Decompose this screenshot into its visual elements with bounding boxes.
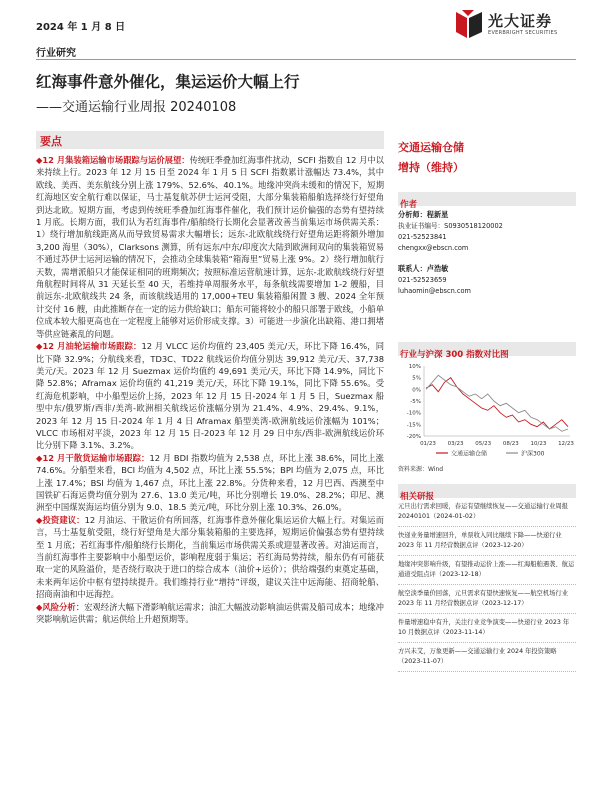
paragraph-heading: ◆12 月油轮运输市场跟踪： (36, 341, 142, 352)
paragraph (36, 154, 384, 340)
x-tick-label: 03/23 (447, 441, 464, 447)
author-info: 执业证书编号：S0930518120002 (398, 222, 503, 230)
x-tick-label: 08/23 (502, 441, 519, 447)
y-tick-label: 0% (412, 387, 421, 394)
industry-rating (398, 138, 576, 178)
paragraph-text: 12 月 BDI 指数均值为 2,538 点，环比上涨 38.6%，同比上涨 74.6%。分船型来看，BCI 均值为 4,502 点，环比上涨 55.5%；BPI 均值为 2,075 点，环比上涨 17.4%；BSI 均值为 1,467 点，环比上涨 22.8%。分货种来看，12 月巴西、西澳至中国铁矿石海运费均值分别为 27.6、13.0 美元/吨，环比分别增长 19.0%、28.2%；印尼、澳洲至中国煤炭海运均值分别为 9.0、18.5 美元/吨，环比分别上涨 10.3%、26.0%。 (36, 452, 384, 513)
legend-label: 沪深300 (521, 450, 545, 458)
header-divider (36, 59, 576, 60)
paragraph-heading: ◆12 月集装箱运输市场跟踪与运价展望： (36, 155, 190, 165)
y-tick-label: -15% (406, 422, 421, 429)
x-tick-label: 12/23 (558, 441, 574, 447)
paragraph-text: 传统旺季叠加红海事件扰动，SCFI 指数自 12 月中以来持续上行。2023 年 12 月 15 日至 2024 年 1 月 5 日 SCFI 指数累计涨幅达 73.4%，其中欧线、美西、美东航线分别上涨 179%、52.6%、40.1%。地缘冲突尚未缓和的情况下，短期红海地区安全航行难以保证，马士基复航苏伊士运河受阻，大部分集装箱船舶选择绕行好望角到达北欧。短期方面，考虑到传统旺季叠加红海事件催化，我们预计运价偏强的态势有望持续 1 月底。长期方面，我们认为若红海事件/船舶绕行长期化会显著改善当前集运市场供需关系：1）绕行增加航线距离从而导致贸易需求大幅增长；远东-北欧航线绕行好望角运距将额外增加 3,200 海里（30%），Clarksons 测算，所有远东/中东/印度次大陆到欧洲间双向的集装箱贸易不通过苏伊士运河运输的情况下，会推动全球集装箱“箱海里”贸易上涨 9%。2）绕行增加航行天数，需增派船只才能保证相同的班期频次；按照标准运营航速计算，远东-北欧航线绕行好望角航程时间将从 31 天延长至 40 天，若维持单周服务水平，每条航线需要增加 1-2 艘船，目前远东-北欧航线共 24 条，而该航线适用的 17,000+TEU 集装箱船闲置 3 艘、2024 全年预计交付 16 艘，由此推断存在一定的运力供给缺口；船东可能将较小的船只部署于欧线，小船单位成本较大船更高也在一定程度上能够对运价形成支撑。3）可能进一步演化出缺箱、港口拥堵等供应链紊乱的问题。 (36, 155, 384, 339)
page-title: 红海事件意外催化，集运运价大幅上行 (36, 73, 300, 91)
industry-name: 交通运输仓储 (398, 141, 464, 154)
y-tick-label: 5% (412, 375, 421, 382)
document-type: 行业研究 (36, 48, 76, 59)
y-tick-label: 10% (408, 364, 421, 370)
related-report-link[interactable]: 元旦出行需求回暖，春运有望继续恢复——交通运输行业周报 20240101（2024-01-02） (398, 498, 576, 527)
x-tick-label: 05/23 (475, 441, 492, 447)
author-info: chengxx@ebscn.com (398, 244, 469, 252)
paragraph-heading: ◆12 月干散货运输市场跟踪： (36, 452, 150, 463)
related-report-link[interactable]: 快递业务量增速回升，单票收入同比继续下降——快递行业 2023 年 11 月经营数据点评（2023-12-20） (398, 527, 576, 556)
logo-mark-icon (454, 8, 484, 40)
paragraph (36, 340, 384, 452)
series-line-1 (426, 375, 568, 431)
authors-section-header (398, 192, 576, 210)
contact-role: 联系人： (398, 264, 427, 273)
y-tick-label: -5% (410, 399, 421, 405)
author-role: 分析师： (398, 210, 427, 219)
paragraph (36, 601, 384, 626)
paragraph-heading: ◆风险分析： (36, 601, 85, 612)
author-block (398, 209, 576, 297)
chart-legend (398, 448, 576, 458)
paragraph-text: 12 月 VLCC 运价均值约 23,405 美元/天，环比下降 16.4%，同比下降 32.9%；分航线来看，TD3C、TD22 航线运价均值分别达 39,912 美元/天、37,738 美元/天。2023 年 12 月 Suezmax 运价均值约 49,691 美元/天，环比下降 14.9%，同比下降 52.8%；Aframax 运价均值约 41,219 美元/天，环比下降 19.1%，同比下降 55.6%。受红海危机影响，中小船型运价上扬，2023 年 12 月 15 日-2024 年 1 月 5 日，Suezmax 船型中东/俄罗斯/西非/美湾-欧洲相关航线运价涨幅分别为 21.4%、4.9%、29.4%、9.1%，2023 年 12 月 15 日-2024 年 1 月 4 日 Aframax 船型美湾-欧洲航线运价涨幅为 101%；VLCC 市场相对平淡，2023 年 12 月 15 日-2023 年 12 月 29 日中东/西非-欧洲航线运价环比分别下降 3.1%、3.2%。 (36, 341, 384, 451)
page-subtitle: ——交通运输行业周报 20240108 (36, 100, 237, 115)
logo-subtext: EVERBRIGHT SECURITIES (488, 30, 558, 36)
key-points-label: 要点 (40, 135, 62, 148)
report-date: 2024 年 1 月 8 日 (36, 22, 126, 33)
legend-label: 交通运输仓储 (451, 450, 488, 458)
chart-source: 资料来源：Wind (398, 466, 444, 473)
related-reports (398, 484, 576, 672)
paragraph (36, 514, 384, 601)
y-tick-label: -20% (406, 434, 421, 440)
paragraph-text: 宏观经济大幅下滑影响航运需求；油汇大幅波动影响油运供需及船司成本；地缘冲突影响航运供需；航运供给上升超预期等。 (36, 601, 384, 625)
main-body (36, 154, 384, 625)
chart-section-label: 行业与沪深 300 指数对比图 (400, 350, 509, 360)
related-reports-header (398, 484, 576, 502)
y-tick-label: -10% (406, 410, 421, 417)
contact-info: luhaomin@ebscn.com (398, 287, 471, 295)
author-info: 021-52523841 (398, 233, 447, 241)
x-tick-label: 10/23 (530, 441, 547, 447)
contact-info: 021-52523659 (398, 276, 447, 284)
paragraph (36, 452, 384, 514)
related-report-link[interactable]: 地缘冲突影响升级，有望推动运价上涨——红海船舶遇袭、航运通道受阻点评（2023-12-18） (398, 556, 576, 585)
logo-text: 光大证券 (488, 12, 553, 30)
chart-section-header (398, 342, 576, 360)
index-comparison-chart (398, 360, 576, 450)
related-report-link[interactable]: 件量增速稳中有升，关注行业竞争演变——快递行业 2023 年 10 月数据点评（2023-11-14） (398, 614, 576, 643)
authors-label: 作者 (400, 200, 418, 210)
x-tick-label: 01/23 (420, 441, 436, 447)
rating-value: 增持（维持） (398, 161, 464, 174)
contact-name: 卢浩敏 (426, 264, 449, 273)
related-reports-label: 相关研报 (400, 492, 435, 502)
company-logo (454, 8, 574, 44)
related-report-link[interactable]: 方兴未艾，万象更新——交通运输行业 2024 年投资策略（2023-11-07） (398, 643, 576, 672)
paragraph-text: 12 月油运、干散运价有所回落，红海事件意外催化集运运价大幅上行。对集运而言，马士基复航受阻，绕行好望角是大部分集装箱船的主要选择，短期运价偏强态势有望持续至 1 月底；若红海事件/船舶绕行长期化，当前集运市场供需关系或迎显著改善。对油运而言，当前红海事件主要影响中小船型运价，影响程度弱于集运；若红海局势持续，船东仍有可能获取一定的风险溢价，是否绕行取决于进口的综合成本（油价+运价）；供给端强约束奠定基础，未来两年运价中枢有望持续提升。我们维持行业“增持”评级，建议关注中远海能、招商轮船、招商南油和中远海控。 (36, 514, 384, 600)
author-name: 程新星 (426, 210, 449, 219)
related-report-link[interactable]: 航空淡季量价回落，元旦需求有望快速恢复——航空机场行业 2023 年 11 月经营数据点评（2023-12-17） (398, 585, 576, 614)
paragraph-heading: ◆投资建议： (36, 514, 85, 525)
key-points-header (36, 131, 384, 149)
